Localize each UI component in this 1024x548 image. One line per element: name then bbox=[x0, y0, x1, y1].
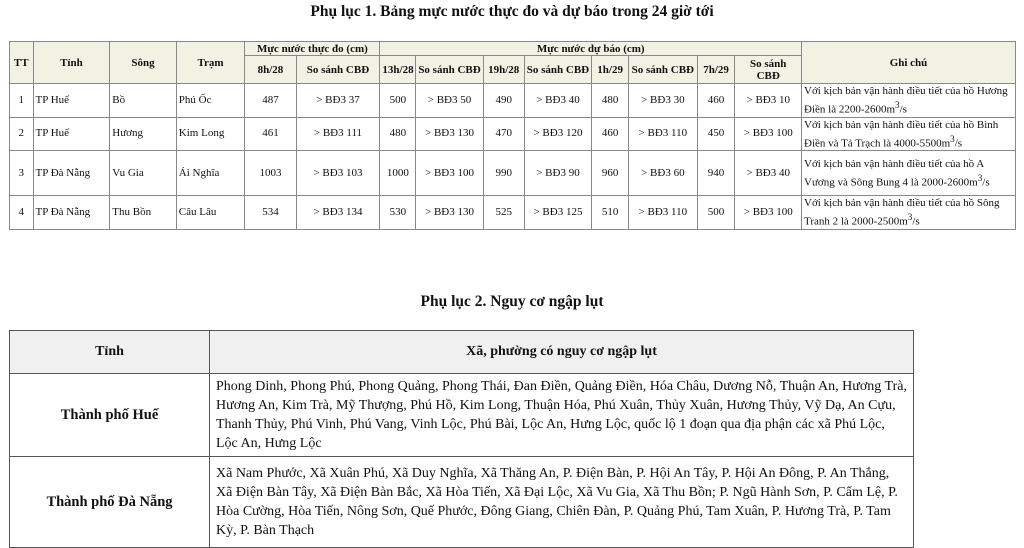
row-communes: Xã Nam Phước, Xã Xuân Phú, Xã Duy Nghĩa, Xã Thăng An, P. Điện Bàn, P. Hội An Tây, P. Hội An Đông, P. An Thắng, Xã Điện Bàn Tây, Xã Điện Bàn Bắc, Xã Hòa Tiến, Xã Đại Lộc, Xã Vu Gia, Xã Thu Bồn; P. Ngũ Hành Sơn, P. Cẩm Lệ, P. Hòa Cường, Hòa Tiến, Nông Sơn, Quế Phước, Đông Giang, Chiên Đàn, P. Quảng Phú, Tam Xuân, P. Hương Trà, P. Tam Kỳ, P. Bàn Thạch bbox=[210, 457, 914, 548]
row-river: Vu Gia bbox=[110, 151, 177, 196]
header-compare: So sánh CBĐ bbox=[629, 56, 698, 84]
row-communes: Phong Dinh, Phong Phú, Phong Quảng, Phong Thái, Đan Điền, Quảng Điền, Hóa Châu, Dương Nỗ, Thuận An, Hương Trà, Hương An, Kim Trà, Mỹ Thượng, Phú Hồ, Kim Long, Thuận Hóa, Phú Xuân, Thủy Xuân, Hương Thủy, Vỹ Dạ, An Cựu, Thanh Thủy, Phú Vinh, Phú Vang, Vinh Lộc, Phú Bài, Lộc An, Hưng Lộc, quốc lộ 1 đoạn qua địa phận các xã Phú Lộc, Lộc An, Hưng Lộc bbox=[210, 374, 914, 457]
header-province: Tỉnh bbox=[33, 42, 110, 84]
header-note: Ghi chú bbox=[802, 42, 1016, 84]
row-forecast-19h28-compare: > BĐ3 125 bbox=[524, 196, 592, 230]
table-row bbox=[10, 196, 1016, 230]
row-forecast-1h29-compare: > BĐ3 30 bbox=[629, 84, 698, 118]
header-station: Trạm bbox=[176, 42, 245, 84]
water-level-table bbox=[9, 41, 1016, 230]
header-time-19h28: 19h/28 bbox=[483, 56, 524, 84]
header-river: Sông bbox=[110, 42, 177, 84]
row-station: Câu Lâu bbox=[176, 196, 245, 230]
row-measured-compare: > BĐ3 37 bbox=[296, 84, 380, 118]
row-station: Kim Long bbox=[176, 117, 245, 151]
row-forecast-13h28: 500 bbox=[380, 84, 416, 118]
row-forecast-1h29-compare: > BĐ3 60 bbox=[629, 151, 698, 196]
row-forecast-13h28-compare: > BĐ3 130 bbox=[416, 196, 484, 230]
row-forecast-1h29: 510 bbox=[592, 196, 629, 230]
row-province: TP Huế bbox=[33, 117, 110, 151]
water-level-table-header bbox=[10, 42, 1016, 84]
header-forecast-group: Mực nước dự báo (cm) bbox=[380, 42, 802, 56]
row-tt: 1 bbox=[10, 84, 34, 118]
row-forecast-1h29-compare: > BĐ3 110 bbox=[629, 196, 698, 230]
row-tt: 2 bbox=[10, 117, 34, 151]
header-compare: So sánh CBĐ bbox=[416, 56, 484, 84]
flood-risk-table bbox=[9, 330, 914, 548]
row-forecast-7h29-compare: > BĐ3 100 bbox=[735, 117, 802, 151]
row-measured-level: 534 bbox=[245, 196, 296, 230]
table-row bbox=[10, 84, 1016, 118]
row-forecast-1h29: 460 bbox=[592, 117, 629, 151]
row-tt: 3 bbox=[10, 151, 34, 196]
row-province: Thành phố Đà Nẵng bbox=[10, 457, 210, 548]
row-forecast-19h28-compare: > BĐ3 120 bbox=[524, 117, 592, 151]
row-forecast-1h29-compare: > BĐ3 110 bbox=[629, 117, 698, 151]
row-forecast-19h28: 990 bbox=[483, 151, 524, 196]
row-province: TP Đà Nẵng bbox=[33, 196, 110, 230]
row-forecast-7h29-compare: > BĐ3 10 bbox=[735, 84, 802, 118]
row-province: TP Huế bbox=[33, 84, 110, 118]
row-river: Bồ bbox=[110, 84, 177, 118]
header-compare: So sánh CBĐ bbox=[296, 56, 380, 84]
header-compare: So sánh CBĐ bbox=[735, 56, 802, 84]
row-forecast-7h29: 500 bbox=[697, 196, 735, 230]
row-measured-compare: > BĐ3 111 bbox=[296, 117, 380, 151]
row-province: Thành phố Huế bbox=[10, 374, 210, 457]
row-forecast-19h28-compare: > BĐ3 40 bbox=[524, 84, 592, 118]
row-forecast-13h28-compare: > BĐ3 100 bbox=[416, 151, 484, 196]
row-forecast-7h29: 460 bbox=[697, 84, 735, 118]
row-forecast-7h29: 450 bbox=[697, 117, 735, 151]
row-measured-level: 461 bbox=[245, 117, 296, 151]
row-forecast-7h29: 940 bbox=[697, 151, 735, 196]
row-forecast-13h28-compare: > BĐ3 50 bbox=[416, 84, 484, 118]
table-row bbox=[10, 151, 1016, 196]
header-time-7h29: 7h/29 bbox=[697, 56, 735, 84]
appendix2-title: Phụ lục 2. Nguy cơ ngập lụt bbox=[420, 293, 604, 310]
row-forecast-19h28-compare: > BĐ3 90 bbox=[524, 151, 592, 196]
table-row bbox=[10, 117, 1016, 151]
header-time-1h29: 1h/29 bbox=[592, 56, 629, 84]
row-measured-level: 487 bbox=[245, 84, 296, 118]
row-note: Với kịch bản vận hành điều tiết của hồ A Vương và Sông Bung 4 là $2000-2600m^3/s$ bbox=[802, 151, 1016, 196]
row-forecast-13h28: 1000 bbox=[380, 151, 416, 196]
row-forecast-7h29-compare: > BĐ3 100 bbox=[735, 196, 802, 230]
row-forecast-19h28: 525 bbox=[483, 196, 524, 230]
row-forecast-7h29-compare: > BĐ3 40 bbox=[735, 151, 802, 196]
row-forecast-19h28: 490 bbox=[483, 84, 524, 118]
table-row bbox=[10, 457, 914, 548]
row-station: Ái Nghĩa bbox=[176, 151, 245, 196]
row-river: Hương bbox=[110, 117, 177, 151]
row-measured-level: 1003 bbox=[245, 151, 296, 196]
header-compare: So sánh CBĐ bbox=[524, 56, 592, 84]
row-forecast-13h28: 530 bbox=[380, 196, 416, 230]
row-forecast-19h28: 470 bbox=[483, 117, 524, 151]
row-note: Với kịch bản vận hành điều tiết của hồ Hương Điền là $2200-2600m^3/s$ bbox=[802, 84, 1016, 118]
row-measured-compare: > BĐ3 134 bbox=[296, 196, 380, 230]
row-note: Với kịch bản vận hành điều tiết của hồ Bình Điền và Tả Trạch là $4000-5500m^3/s$ bbox=[802, 117, 1016, 151]
row-forecast-13h28-compare: > BĐ3 130 bbox=[416, 117, 484, 151]
header-communes: Xã, phường có nguy cơ ngập lụt bbox=[210, 331, 914, 374]
row-tt: 4 bbox=[10, 196, 34, 230]
row-measured-compare: > BĐ3 103 bbox=[296, 151, 380, 196]
row-forecast-1h29: 480 bbox=[592, 84, 629, 118]
row-river: Thu Bồn bbox=[110, 196, 177, 230]
row-forecast-13h28: 480 bbox=[380, 117, 416, 151]
header-time-8h28: 8h/28 bbox=[245, 56, 296, 84]
table-row bbox=[10, 374, 914, 457]
appendix1-title: Phụ lục 1. Bảng mực nước thực đo và dự báo trong 24 giờ tới bbox=[310, 3, 714, 20]
header-tt: TT bbox=[10, 42, 34, 84]
row-province: TP Đà Nẵng bbox=[33, 151, 110, 196]
header-province: Tỉnh bbox=[10, 331, 210, 374]
header-time-13h28: 13h/28 bbox=[380, 56, 416, 84]
row-forecast-1h29: 960 bbox=[592, 151, 629, 196]
row-station: Phú Ốc bbox=[176, 84, 245, 118]
row-note: Với kịch bản vận hành điều tiết của hồ Sông Tranh 2 là $2000-2500m^3/s$ bbox=[802, 196, 1016, 230]
header-measured-group: Mực nước thực đo (cm) bbox=[245, 42, 380, 56]
